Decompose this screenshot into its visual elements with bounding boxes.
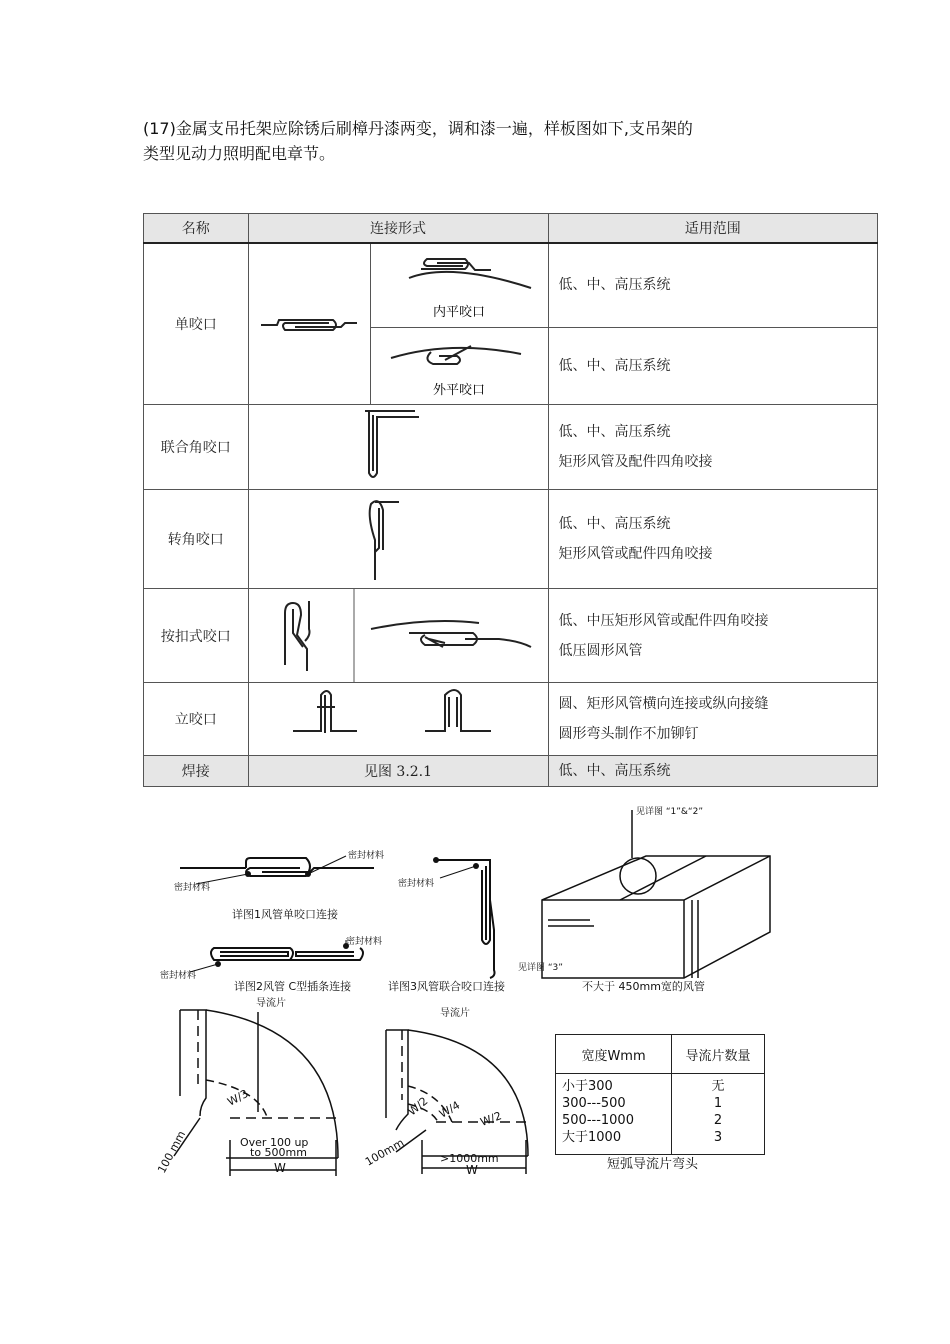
detail3-caption: 详图3风管联合咬口连接 bbox=[388, 980, 505, 993]
elbow2-over: >1000mm bbox=[440, 1152, 499, 1165]
elbow1-dim: 100 mm bbox=[155, 1128, 189, 1176]
elbow2-w: W bbox=[466, 1163, 478, 1177]
elbow2-w2a: W/2 bbox=[405, 1094, 431, 1119]
pittsburgh-seam-drawing bbox=[249, 405, 547, 489]
elbow-1-drawing bbox=[155, 996, 338, 1176]
seam-joint-table bbox=[143, 213, 878, 787]
detail1-label-a: 密封材料 bbox=[348, 851, 385, 861]
range-line: 低、中、高压系统 bbox=[558, 277, 671, 294]
range-line: 低、中压矩形风管或配件四角咬接 bbox=[558, 612, 769, 629]
vane-count-column bbox=[672, 1074, 765, 1155]
range-welding bbox=[548, 756, 877, 787]
detail-1-single-seam bbox=[174, 849, 384, 921]
range-outer-flat-seam bbox=[548, 327, 877, 404]
intro-line-2: 类型见动力照明配电章节。 bbox=[143, 144, 336, 163]
range-inner-flat-seam bbox=[548, 243, 877, 327]
vane-width: 小于300 bbox=[562, 1079, 613, 1094]
vane-count-table bbox=[555, 1034, 765, 1155]
vane-count: 无 bbox=[711, 1079, 725, 1094]
range-line: 矩形风管及配件四角咬接 bbox=[558, 454, 713, 470]
range-line: 低、中、高压系统 bbox=[558, 424, 671, 440]
intro-paragraph bbox=[143, 116, 823, 166]
range-snaplock-seam bbox=[548, 589, 877, 683]
single-seam-figure bbox=[248, 243, 370, 405]
range-line: 低、中、高压系统 bbox=[558, 357, 671, 374]
detail2-caption: 详图2风管 C型插条连接 bbox=[234, 980, 352, 993]
vane-count: 2 bbox=[713, 1113, 723, 1128]
pittsburgh-seam-figure bbox=[248, 405, 548, 490]
detail-2-c-slip bbox=[160, 935, 382, 993]
duct-caption: 不大于 450mm宽的风管 bbox=[582, 980, 705, 993]
intro-line-1: (17)金属支吊托架应除锈后刷樟丹漆两变，调和漆一遍，样板图如下,支吊架的 bbox=[143, 119, 693, 138]
range-line: 低压圆形风管 bbox=[558, 642, 643, 659]
row-name-single-seam: 单咬口 bbox=[144, 243, 249, 405]
welding-form: 见图 3.2.1 bbox=[248, 756, 548, 787]
vane-header-count: 导流片数量 bbox=[672, 1035, 765, 1074]
elbow2-w2b: W/2 bbox=[478, 1109, 504, 1129]
inner-flat-seam-caption: 内平咬口 bbox=[432, 305, 485, 321]
standing-seam-figure bbox=[248, 683, 548, 756]
corner-seam-drawing bbox=[249, 490, 547, 588]
elbow2-w4: W/4 bbox=[437, 1098, 463, 1121]
vane-width: 大于1000 bbox=[562, 1130, 622, 1145]
range-standing-seam bbox=[548, 683, 877, 756]
row-name-standing-seam: 立咬口 bbox=[144, 683, 249, 756]
range-pittsburgh-seam bbox=[548, 405, 877, 490]
duct-see-detail-top: 见详图 “1”&“2” bbox=[636, 807, 703, 817]
corner-seam-figure bbox=[248, 490, 548, 589]
detail1-label-b: 密封材料 bbox=[174, 883, 211, 893]
range-line: 矩形风管或配件四角咬接 bbox=[558, 546, 713, 562]
header-form: 连接形式 bbox=[248, 214, 548, 244]
row-name-corner-seam: 转角咬口 bbox=[144, 490, 249, 589]
snaplock-seam-drawing bbox=[249, 589, 547, 682]
row-name-pittsburgh-seam: 联合角咬口 bbox=[144, 405, 249, 490]
outer-flat-seam-drawing bbox=[371, 328, 548, 404]
range-line: 低、中、高压系统 bbox=[558, 763, 671, 779]
detail1-caption: 详图1风管单咬口连接 bbox=[232, 908, 338, 921]
elbow-2-drawing bbox=[363, 1006, 528, 1177]
standing-seam-drawing bbox=[249, 683, 547, 755]
inner-flat-seam-figure bbox=[370, 243, 548, 327]
elbow1-over-line1: Over 100 up bbox=[240, 1136, 309, 1149]
detail2-label-a: 密封材料 bbox=[346, 937, 383, 947]
snaplock-seam-figure bbox=[248, 589, 548, 683]
elbow1-w: W bbox=[274, 1161, 286, 1175]
row-name-welding: 焊接 bbox=[144, 756, 249, 787]
duct-see-detail-bottom: 见详图 “3” bbox=[518, 963, 563, 973]
vane-header-width: 宽度Wmm bbox=[556, 1035, 672, 1074]
vane-count: 1 bbox=[713, 1096, 723, 1111]
detail2-label-b: 密封材料 bbox=[160, 971, 197, 981]
header-range: 适用范围 bbox=[548, 214, 877, 244]
inner-flat-seam-drawing bbox=[371, 244, 548, 326]
header-name: 名称 bbox=[144, 214, 249, 244]
detail3-label-a: 密封材料 bbox=[398, 879, 435, 889]
elbow1-vane-label: 导流片 bbox=[256, 998, 286, 1009]
range-corner-seam bbox=[548, 490, 877, 589]
vane-count: 3 bbox=[713, 1130, 723, 1145]
single-seam-drawing bbox=[249, 244, 370, 404]
elbow1-over-line2: to 500mm bbox=[250, 1146, 307, 1159]
vane-width: 300---500 bbox=[562, 1096, 626, 1111]
outer-flat-seam-figure bbox=[370, 327, 548, 404]
vane-width: 500---1000 bbox=[562, 1113, 634, 1128]
elbow1-w3: W/3 bbox=[225, 1087, 251, 1109]
range-line: 圆、矩形风管横向连接或纵向接缝 bbox=[558, 696, 769, 712]
duct-isometric bbox=[518, 805, 770, 993]
vane-width-column bbox=[556, 1074, 672, 1155]
detail-3-pittsburgh bbox=[388, 857, 505, 993]
range-line: 低、中、高压系统 bbox=[558, 516, 671, 532]
vane-table-caption: 短弧导流片弯头 bbox=[607, 1157, 699, 1172]
row-name-snaplock-seam: 按扣式咬口 bbox=[144, 589, 249, 683]
elbow2-dim: 100mm bbox=[363, 1136, 407, 1169]
outer-flat-seam-caption: 外平咬口 bbox=[432, 382, 485, 398]
range-line: 圆形弯头制作不加铆钉 bbox=[558, 726, 699, 742]
elbow2-vane-label: 导流片 bbox=[440, 1008, 470, 1019]
